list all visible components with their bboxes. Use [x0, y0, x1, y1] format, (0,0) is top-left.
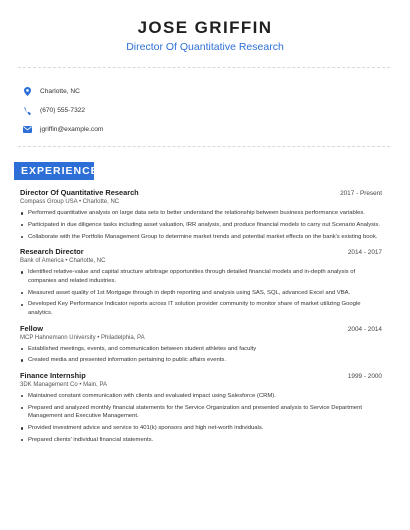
candidate-title: Director Of Quantitative Research	[126, 41, 284, 53]
section-heading-experience	[14, 162, 99, 180]
job-dates: 2017 - Present	[340, 190, 382, 197]
contact-email-text: jgriffin@example.com	[40, 126, 104, 133]
job-bullet: Prepared and analyzed monthly financial statements for the Service Organization and presented analysis to Service Department Management and Executive Management.	[20, 404, 382, 421]
job-bullet: Maintained constant communication with clients and evaluated impact using Salesforce (CRM).	[20, 392, 382, 401]
job-bullet: Participated in due diligence tasks including asset valuation, IRR analysis, and produce financial models to carry out Scenario Analysis.	[20, 221, 382, 230]
section-heading-text: EXPERIENCE	[21, 165, 99, 177]
header-divider	[18, 67, 390, 68]
job-dates: 2004 - 2014	[347, 325, 382, 333]
contact-divider	[18, 146, 390, 147]
job-bullet: Provided investment advice and service to 401(k) sponsors and high net-worth individuals.	[20, 424, 382, 433]
envelope-icon	[20, 126, 34, 133]
phone-icon	[20, 107, 34, 115]
job-bullet: Identified relative-value and capital structure arbitrage opportunities through detailed financial models and in-depth analysis of companies and related industries.	[20, 268, 382, 285]
job-bullet: Collaborate with the Portfolio Management Group to determine market trends and potential market effects on the bank's existing book.	[20, 233, 382, 242]
job-title: Research Director	[20, 247, 84, 257]
candidate-name: JOSE GRIFFIN	[137, 18, 273, 37]
job-bullet: Prepared clients' individual financial statements.	[20, 436, 382, 445]
job-title: Finance Internship	[20, 370, 86, 380]
job-entry	[20, 188, 382, 241]
job-entry	[20, 247, 382, 317]
contact-phone	[20, 101, 390, 120]
job-entry	[20, 324, 382, 365]
job-title: Fellow	[20, 323, 43, 333]
job-title: Director Of Quantitative Research	[20, 188, 139, 197]
job-organization: MCP Hahnemann University • Philadelphia, PA	[20, 334, 145, 341]
location-pin-icon	[20, 87, 34, 96]
contact-phone-text: (670) 555-7322	[40, 107, 86, 114]
job-dates: 1999 - 2000	[347, 372, 382, 380]
job-bullet: Measured asset quality of 1st Mortgage through in depth reporting and analysis using SAS, SQL, advanced Excel and VBA.	[20, 289, 382, 298]
job-bullet: Established meetings, events, and communication between student athletes and faculty	[20, 345, 382, 354]
job-bullet: Developed Key Performance Indicator reports across IT solution provider community to monitor share of market utilizing Google analytics.	[20, 300, 382, 317]
experience-list	[20, 188, 382, 450]
job-entry	[20, 371, 382, 445]
resume-header	[0, 18, 410, 54]
contact-location-text: Charlotte, NC	[40, 88, 80, 95]
job-bullet: Performed quantitative analysis on large data sets to better understand the relationship between business performance variables.	[20, 209, 382, 218]
contact-list	[20, 82, 390, 139]
contact-location	[20, 82, 390, 101]
job-bullet: Created media and presented information pertaining to public affairs events.	[20, 356, 382, 365]
job-organization: Compass Group USA • Charlotte, NC	[20, 199, 120, 205]
job-dates: 2014 - 2017	[347, 249, 382, 257]
job-organization: 3DK Management Co • Main, PA	[20, 381, 108, 388]
job-organization: Bank of America • Charlotte, NC	[20, 258, 106, 265]
contact-email	[20, 120, 390, 139]
